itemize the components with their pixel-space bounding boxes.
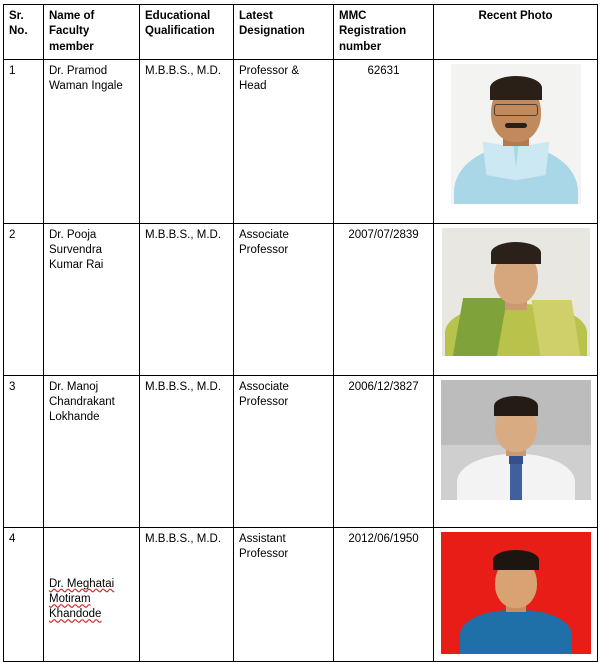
faculty-portrait-photo: [441, 380, 591, 500]
column-header-qualification-line2: Qualification: [145, 25, 215, 38]
column-header-name-line3: member: [49, 40, 94, 53]
column-header-photo: [434, 5, 598, 60]
cell-designation: Associate Professor: [234, 375, 334, 527]
column-header-name-line1: Name of: [49, 10, 95, 22]
column-header-photo-label: Recent Photo: [478, 10, 553, 22]
faculty-portrait-photo: [441, 532, 591, 654]
cell-mmc-number: 62631: [334, 59, 434, 223]
cell-qualification: M.B.B.S., M.D.: [140, 527, 234, 661]
column-header-qualification-line1: Educational: [145, 10, 211, 22]
column-header-designation: [234, 5, 334, 60]
column-header-name-line2: Faculty: [49, 25, 90, 38]
faculty-portrait-photo: [451, 64, 581, 204]
cell-qualification: M.B.B.S., M.D.: [140, 223, 234, 375]
column-header-mmc-line1: MMC: [339, 10, 367, 22]
cell-photo: [434, 59, 598, 223]
faculty-portrait-photo: [442, 228, 590, 356]
cell-photo: [434, 223, 598, 375]
cell-designation: Professor & Head: [234, 59, 334, 223]
cell-photo: [434, 375, 598, 527]
cell-name: [44, 527, 140, 661]
table-row: [4, 527, 598, 661]
cell-name-text: Dr. Meghatai Motiram Khandode: [49, 577, 115, 621]
cell-mmc-number: 2007/07/2839: [334, 223, 434, 375]
cell-sr-no: 3: [4, 375, 44, 527]
cell-sr-no: 1: [4, 59, 44, 223]
faculty-table: [3, 4, 598, 662]
column-header-mmc-line3: number: [339, 40, 382, 53]
table-row: [4, 375, 598, 527]
column-header-sr-line2: No.: [9, 25, 28, 38]
document-page: [0, 4, 600, 652]
cell-name: Dr. Manoj Chandrakant Lokhande: [44, 375, 140, 527]
table-row: [4, 223, 598, 375]
column-header-sr-line1: Sr.: [9, 10, 24, 22]
cell-designation: Associate Professor: [234, 223, 334, 375]
column-header-designation-line1: Latest: [239, 10, 273, 22]
column-header-name: [44, 5, 140, 60]
cell-qualification: M.B.B.S., M.D.: [140, 375, 234, 527]
table-header: [4, 5, 598, 60]
cell-photo: [434, 527, 598, 661]
column-header-mmc-line2: Registration: [339, 25, 407, 38]
column-header-designation-line2: Designation: [239, 25, 305, 38]
table-row: [4, 59, 598, 223]
column-header-qualification: [140, 5, 234, 60]
cell-designation: Assistant Professor: [234, 527, 334, 661]
table-body: [4, 59, 598, 661]
column-header-sr-no: [4, 5, 44, 60]
cell-name: Dr. Pramod Waman Ingale: [44, 59, 140, 223]
cell-mmc-number: 2012/06/1950: [334, 527, 434, 661]
cell-name: Dr. Pooja Survendra Kumar Rai: [44, 223, 140, 375]
table-header-row: [4, 5, 598, 60]
column-header-mmc: [334, 5, 434, 60]
cell-sr-no: 4: [4, 527, 44, 661]
cell-mmc-number: 2006/12/3827: [334, 375, 434, 527]
cell-sr-no: 2: [4, 223, 44, 375]
cell-qualification: M.B.B.S., M.D.: [140, 59, 234, 223]
